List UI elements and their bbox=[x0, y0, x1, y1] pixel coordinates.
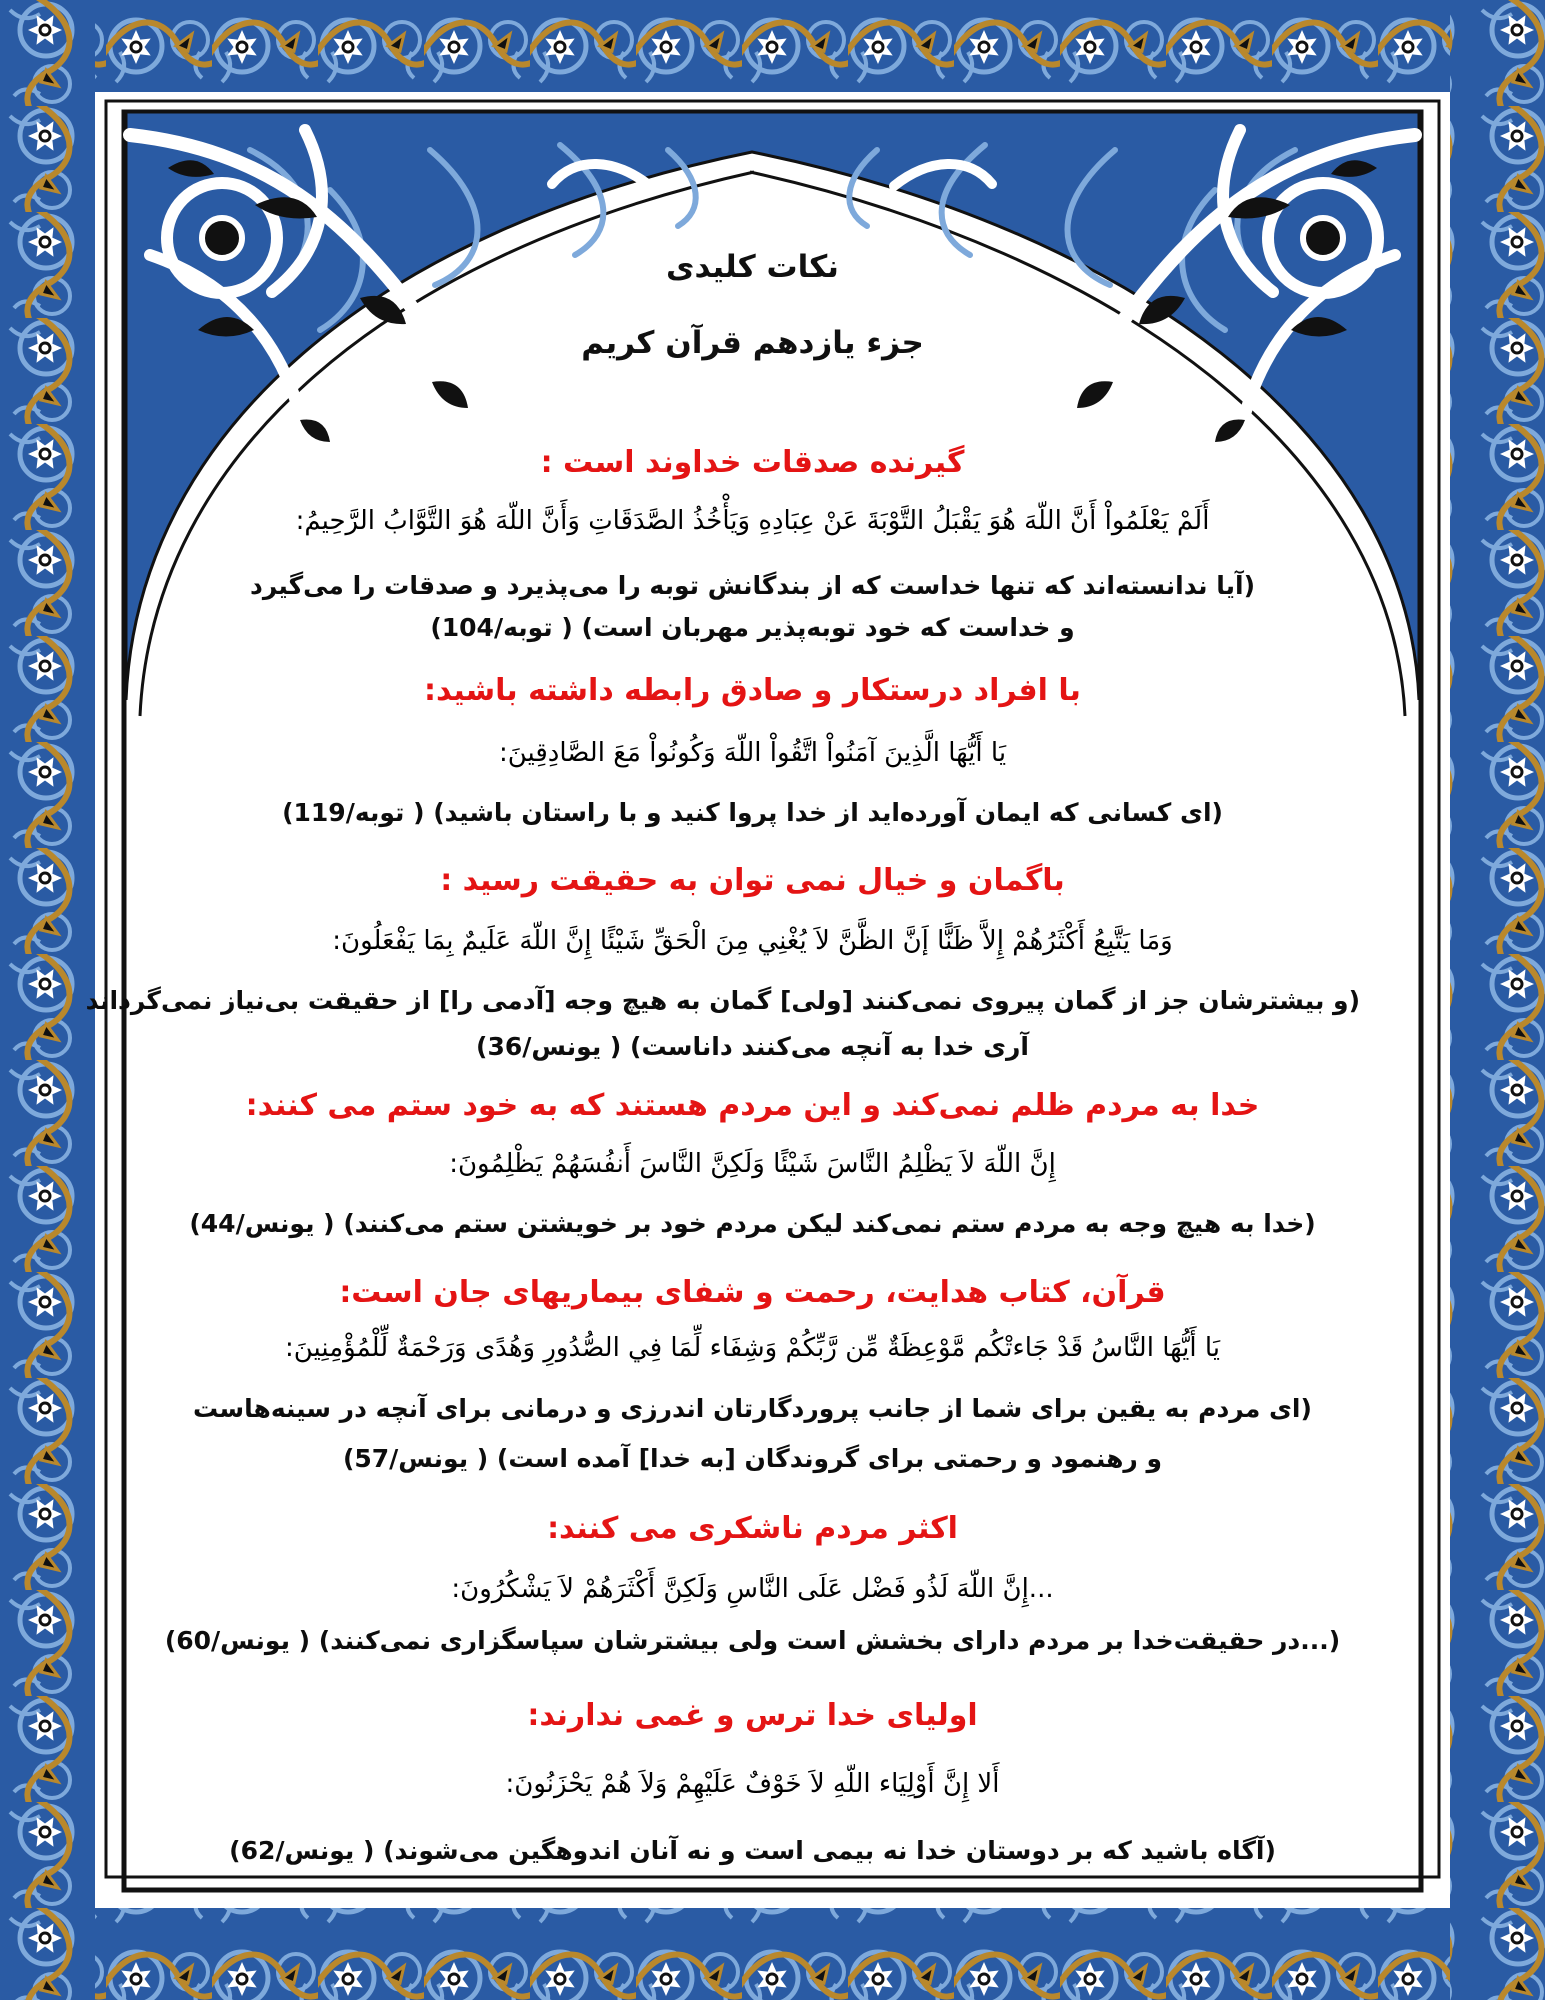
section-5-translation-1: (ای مردم به یقین برای شما از جانب پروردگارتان اندرزی و درمانی برای آنچه در سینه‌هاست bbox=[193, 1394, 1312, 1423]
section-1-verse: أَلَمْ يَعْلَمُواْ أَنَّ اللّهَ هُوَ يَقْبَلُ التَّوْبَةَ عَنْ عِبَادِهِ وَيَأْخُذُ الصَّدَقَاتِ وَأَنَّ اللّهَ هُوَ التَّوَّابُ الرَّحِيمُ: bbox=[295, 506, 1210, 536]
section-1-heading: گیرنده صدقات خداوند است : bbox=[540, 445, 965, 480]
section-5-heading: قرآن، کتاب هدایت، رحمت و شفای بیماریهای جان است: bbox=[339, 1275, 1166, 1310]
page-title: نکات کلیدی bbox=[666, 249, 839, 285]
section-6-heading: اکثر مردم ناشکری می کنند: bbox=[547, 1511, 958, 1546]
section-3-verse: وَمَا يَتَّبِعُ أَكْثَرُهُمْ إِلاَّ ظَنًّا إَنَّ الظَّنَّ لاَ يُغْنِي مِنَ الْحَقِّ شَيْئًا إِنَّ اللّهَ عَلَيمٌ بِمَا يَفْعَلُونَ: bbox=[332, 926, 1173, 956]
section-6-translation-1: (...در حقیقت‌خدا بر مردم دارای بخشش است ولی بیشترشان سپاسگزاری نمی‌کنند) ( یونس/60) bbox=[164, 1626, 1341, 1655]
section-6-verse: ...إِنَّ اللّهَ لَذُو فَضْل عَلَى النَّاسِ وَلَكِنَّ أَكْثَرَهُمْ لاَ يَشْكُرُونَ: bbox=[451, 1574, 1054, 1604]
page-subtitle: جزء یازدهم قرآن کریم bbox=[581, 325, 924, 361]
section-4-heading: خدا به مردم ظلم نمی‌کند و این مردم هستند که به خود ستم می کنند: bbox=[245, 1088, 1260, 1123]
section-5-verse: يَا أَيُّهَا النَّاسُ قَدْ جَاءتْكُم مَّوْعِظَةٌ مِّن رَّبِّكُمْ وَشِفَاء لِّمَا فِي الصُّدُورِ وَهُدًى وَرَحْمَةٌ لِّلْمُؤْمِنِينَ: bbox=[284, 1333, 1221, 1363]
section-7-translation-1: (آگاه باشید که بر دوستان خدا نه بیمی است و نه آنان اندوهگین می‌شوند) ( یونس/62) bbox=[229, 1836, 1276, 1865]
section-3-translation-2: آری خدا به آنچه می‌کنند داناست) ( یونس/36) bbox=[476, 1032, 1029, 1061]
section-5-translation-2: و رهنمود و رحمتی برای گروندگان [به خدا] آمده است) ( یونس/57) bbox=[342, 1444, 1163, 1473]
section-3-heading: باگمان و خیال نمی توان به حقیقت رسید : bbox=[440, 863, 1065, 898]
section-1-translation-2: و خداست که خود توبه‌پذیر مهربان است) ( توبه/104) bbox=[430, 613, 1075, 642]
section-7-heading: اولیای خدا ترس و غمی ندارند: bbox=[527, 1698, 978, 1733]
section-7-verse: أَلا إِنَّ أَوْلِيَاء اللّهِ لاَ خَوْفٌ عَلَيْهِمْ وَلاَ هُمْ يَحْزَنُونَ: bbox=[505, 1769, 1000, 1799]
section-2-verse: يَا أَيُّهَا الَّذِينَ آمَنُواْ اتَّقُواْ اللّهَ وَكُونُواْ مَعَ الصَّادِقِينَ: bbox=[498, 738, 1007, 768]
section-4-verse: إِنَّ اللّهَ لاَ يَظْلِمُ النَّاسَ شَيْئًا وَلَكِنَّ النَّاسَ أَنفُسَهُمْ يَظْلِمُونَ: bbox=[449, 1149, 1056, 1179]
section-1-translation-1: (آیا ندانسته‌اند که تنها خداست که از بندگانش توبه را می‌پذیرد و صدقات را می‌گیرد bbox=[249, 571, 1256, 600]
section-2-translation-1: (ای کسانی که ایمان آورده‌اید از خدا پروا کنید و با راستان باشید) ( توبه/119) bbox=[282, 798, 1223, 827]
section-2-heading: با افراد درستکار و صادق رابطه داشته باشید: bbox=[424, 673, 1081, 708]
section-4-translation-1: (خدا به هیچ وجه به مردم ستم نمی‌کند لیکن مردم خود بر خویشتن ستم می‌کنند) ( یونس/44) bbox=[189, 1209, 1316, 1238]
section-3-translation-1: (و بیشترشان جز از گمان پیروی نمی‌کنند [ولی] گمان به هیچ وجه [آدمی را] از حقیقت بی‌نیاز نمی‌گرداند bbox=[85, 986, 1360, 1015]
